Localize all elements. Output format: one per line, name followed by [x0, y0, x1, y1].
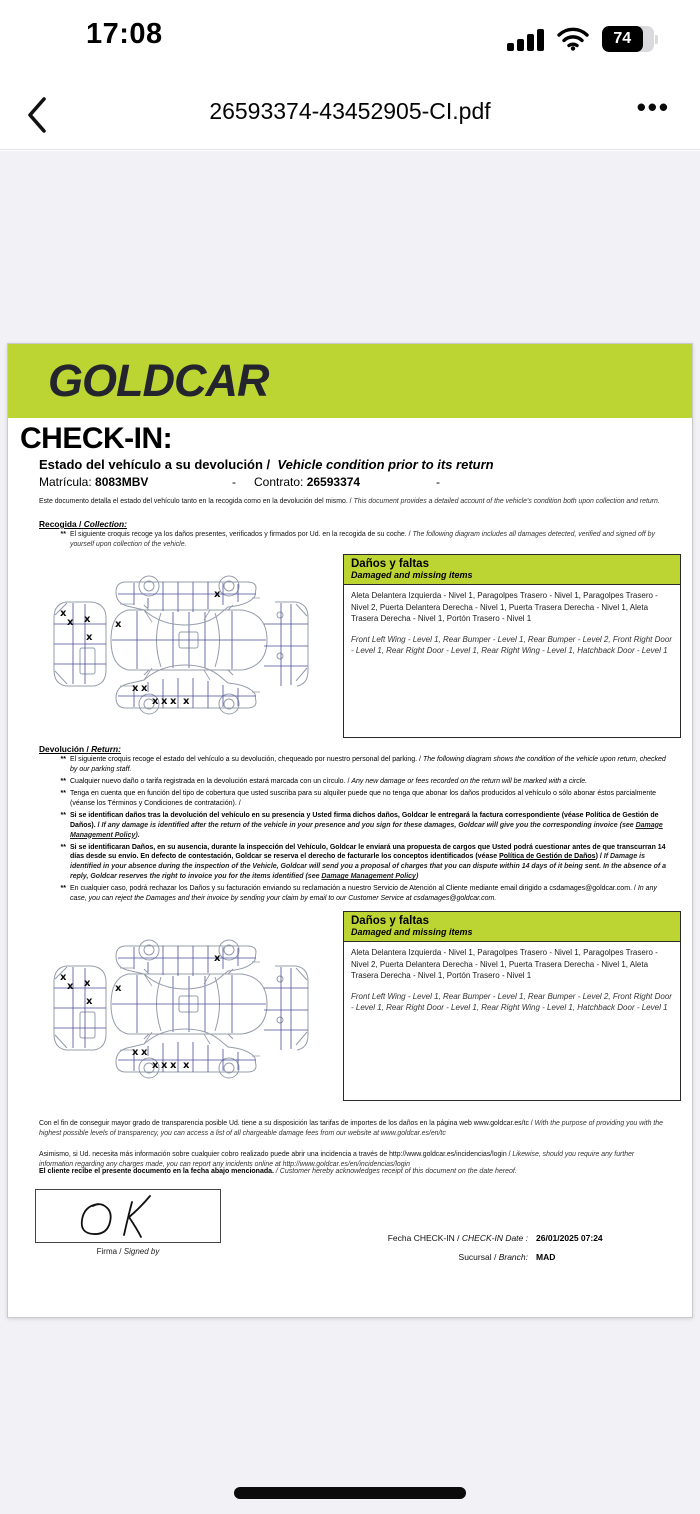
collection-heading: Recogida / Collection: [39, 519, 127, 529]
damage-items-en: Front Left Wing - Level 1, Rear Bumper - Level 1, Rear Bumper - Level 2, Front Right Door - Level 1, Rear Right Door - Level 1, Rear Right Wing - Level 1, Hatchback Door - Level 1 [351, 634, 672, 656]
return-bullet-2: ** Cualquier nuevo daño o tarifa registrada en la devolución estará marcada con un círculo. / Any new damage or fees recorded on the return will be marked with a circle. [60, 777, 588, 785]
signature-ok-handwriting [36, 1190, 219, 1241]
transparency-paragraph: Con el fin de conseguir mayor grado de transparencia posible Ud. tiene a su disposición las tarifas de importes de los daños en la página web www.goldcar.es/tc / With the purpose of providing you with the highest possible levels of transparency, you can access a list of all chargeable damage fees from our website at www.goldcar.es/en/tc [39, 1120, 663, 1138]
damage-box-title: Daños y faltas [351, 558, 429, 570]
return-bullet-6: ** En cualquier caso, podrá rechazar los Daños y su facturación enviando su reclamación a nuestro Servicio de Atención al Cliente mediante email dirigido a csdamages@goldcar.com. / In any case, you can reject the Damages and their invoice by sending your claim by email to our Customer Service at csdamages@goldcar.com. [60, 885, 657, 903]
signature-label: Firma / Signed by [96, 1247, 160, 1256]
damage-box-subtitle: Damaged and missing items [351, 570, 473, 580]
collection-bullet: ** El siguiente croquis recoge ya los daños presentes, verificados y firmados por Ud. en la recogida de su coche. / The following diagram includes all damages detected, verified and signed off by yourself upon collection of the vehicle. [60, 531, 655, 549]
battery-percent: 74 [613, 30, 632, 47]
pdf-page: GOLDCAR CHECK-IN: Estado del vehículo a su devolución / Vehicle condition prior to its return Matrícula: 8083MBV - Contrato: 26593374 - Este documento detalla el estado del vehículo tanto en la recogida como en la devolución del mismo. / This document provides a detailed account of the vehicle's condition both upon collection and return. Recogida / Collection: ** El siguiente croquis recoge ya los daños presentes, verificados y firmados por Ud. en la recogida de su coche. / The following diagram includes all damages detected, verified and signed off by yourself upon collection of the vehicle. Daños y faltas Damaged and missing items Aleta Delantera Izquierda - Nivel 1, Paragolpes Trasero - Nivel 1, Paragolpes Trasero - Nivel 2, Puerta Delantera Derecha - Nivel 1, Puerta Trasera Derecha - Nivel 1, Aleta Trasera Derecha - Nivel 1, Portón Trasero - Nivel 1 Front Left Wing - Level 1, Rear Bumper - Level 1, Rear Bumper - Level 2, Front Right Door - Level 1, Rear Right Door - Level 1, Rear Right Wing - Level 1, Hatchback Door - Level 1 Devolución / Return: ** El siguiente croquis recoge el estado del vehículo a su devolución, chequeado por nuestro personal del parking. / The following diagram shows the condition of the vehicle upon return, checked by our parking staff. ** Cualquier nuevo daño o tarifa registrada en la devolución estará marcada con un círculo. / Any new damage or fees recorded on the return will be marked with a circle. ** Tenga en cuenta que en función del tipo de cobertura que usted suscriba para su alquiler puede que no tenga que abonar los daños producidos al vehículo o sólo abonar éstos parcialmente (véanse los Términos y Condiciones de contratación). / ** Si se identifican daños tras la devolución del vehículo en su presencia y Usted firma dichos daños, Goldcar le entregará la factura correspondiente (véase Política de Gestión de Daños). / If any damage is identified after the return of the vehicle in your presence and you sign for these damages, Goldcar will give you the corresponding invoice (see Damage Management Policy). ** Si se identificaran Daños, en su ausencia, durante la inspección del Vehículo, Goldcar le enviará una propuesta de cargos que Usted podrá cuestionar antes de que transcurran 14 días desde su envío. En defecto de contestación, Goldcar se reserva el derecho de facturarle los conceptos identificados (véase Política de Gestión de Daños) / If Damage is identified in your absence during the inspection of the Vehicle, Goldcar will send you a proposal of charges that you can dispute within 14 days of it being sent. In the absence of a reply, Goldcar reserves the right to invoice you for the items identified (see Damage Management Policy) ** En cualquier caso, podrá rechazar los Daños y su facturación enviando su reclamación a nuestro Servicio de Atención al Cliente mediante email dirigido a csdamages@goldcar.com. / In any case, you can reject the Damages and their invoice by sending your claim by email to our Customer Service at csdamages@goldcar.com. Daños y faltas Damaged and missing items Aleta Delantera Izquierda - Nivel 1, Paragolpes Trasero - Nivel 1, Paragolpes Trasero - Nivel 2, Puerta Delantera Derecha - Nivel 1, Puerta Trasera Derecha - Nivel 1, Aleta Trasera Derecha - Nivel 1, Portón Trasero - Nivel 1 Front Left Wing - Level 1, Rear Bumper - Level 1, Rear Bumper - Level 2, Front Right Door - Level 1, Rear Right Door - Level 1, Rear Right Wing - Level 1, Hatchback Door - Level 1 Con el fin de conseguir mayor grado de transparencia posible Ud. tiene a su disposición las tarifas de importes de los daños en la página web www.goldcar.es/tc / With the purpose of providing you with the highest possible levels of transparency, you can access a list of all chargeable damage fees from our website at www.goldcar.es/en/tc Asimismo, si Ud. necesita más información sobre cualquier cobro realizado puede abrir una incidencia a través de http://www.goldcar.es/incidencias/login / Likewise, should you require any further information regarding any charges made, you can report any incidents online at http://www.goldcar.es/en/incidencias/login El cliente recibe el presente documento en la fecha abajo mencionada. / Customer hereby acknowledges receipt of this document on the date hereof. Firma / Signed by Fecha CHECK-IN / CHECK-IN Date : 26/01/2025 07:24 Sucursal / Branch: MAD [7, 343, 693, 1318]
incidents-paragraph: Asimismo, si Ud. necesita más información sobre cualquier cobro realizado puede abrir una incidencia a través de http://www.goldcar.es/incidencias/login / Likewise, should you require any further information regarding any charges made, you can report any incidents online at http://www.goldcar.es/en/incidencias/login [39, 1151, 635, 1169]
clock: 17:08 [86, 18, 163, 50]
status-bar [0, 0, 700, 80]
vehicle-damage-diagram-return [32, 916, 340, 1108]
battery-icon [602, 26, 660, 52]
acknowledgement-line: El cliente recibe el presente documento en la fecha abajo mencionada. / Customer hereby acknowledges receipt of this document on the date hereof. [39, 1168, 517, 1175]
return-heading: Devolución / Return: [39, 744, 121, 754]
nav-bar [0, 80, 700, 150]
damage-box-title: Daños y faltas [351, 915, 429, 927]
damage-items-es: Aleta Delantera Izquierda - Nivel 1, Paragolpes Trasero - Nivel 1, Paragolpes Trasero - Nivel 2, Puerta Delantera Derecha - Nivel 1, Puerta Trasera Derecha - Nivel 1, Aleta Trasera Derecha - Nivel 1, Portón Trasero - Nivel 1 [351, 948, 658, 981]
vehicle-damage-diagram-collection [32, 552, 340, 744]
contract-label: Contrato: [254, 475, 304, 489]
checkin-date-value: 26/01/2025 07:24 [536, 1233, 603, 1243]
return-bullet-list [54, 755, 668, 904]
cellular-signal-icon [507, 27, 544, 51]
damage-box-header [344, 912, 680, 942]
plate-value: 8083MBV [95, 475, 149, 489]
checkin-meta [388, 1233, 632, 1271]
brand-header-band [8, 344, 692, 418]
signature-box [35, 1189, 221, 1243]
checkin-date-row: Fecha CHECK-IN / CHECK-IN Date : 26/01/2025 07:24 [388, 1233, 632, 1243]
return-bullet-1: ** El siguiente croquis recoge el estado del vehículo a su devolución, chequeado por nuestro personal del parking. / The following diagram shows the condition of the vehicle upon return, checked by our parking staff. [60, 756, 666, 773]
goldcar-logo: GOLDCAR [48, 355, 269, 406]
checkin-heading: CHECK-IN: [20, 422, 173, 455]
document-subtitle: Estado del vehículo a su devolución / Vehicle condition prior to its return [39, 457, 494, 472]
return-bullet-3: ** Tenga en cuenta que en función del tipo de cobertura que usted suscriba para su alquiler puede que no tenga que abonar los daños producidos al vehículo o sólo abonar éstos parcialmente (véanse los Términos y Condiciones de contratación). / [60, 789, 657, 807]
return-bullet-5: ** Si se identificaran Daños, en su ausencia, durante la inspección del Vehículo, Goldcar le enviará una propuesta de cargos que Usted podrá cuestionar antes de que transcurran 14 días desde su envío. En defecto de contestación, Goldcar se reserva el derecho de facturarle los conceptos identificados (véase Política de Gestión de Daños) / If Damage is identified in your absence during the inspection of the Vehicle, Goldcar will send you a proposal of charges that you can dispute within 14 days of it being sent. In the absence of a reply, Goldcar reserves the right to invoice you for the items identified (see Damage Management Policy) [60, 843, 667, 881]
damage-box-return [343, 911, 681, 1101]
damage-box-collection [343, 554, 681, 738]
damage-items-en: Front Left Wing - Level 1, Rear Bumper - Level 1, Rear Bumper - Level 2, Front Right Door - Level 1, Rear Right Door - Level 1, Rear Right Wing - Level 1, Hatchback Door - Level 1 [351, 991, 672, 1013]
plate-label: Matrícula: [39, 475, 92, 489]
branch-row: Sucursal / Branch: MAD [388, 1252, 632, 1262]
home-indicator[interactable] [234, 1487, 466, 1499]
damage-box-subtitle: Damaged and missing items [351, 927, 473, 937]
pdf-viewer-scroll-area[interactable] [0, 151, 700, 1514]
return-bullet-4: ** Si se identifican daños tras la devolución del vehículo en su presencia y Usted firma dichos daños, Goldcar le entregará la factura correspondiente (véase Política de Gestión de Daños). / If any damage is identified after the return of the vehicle in your presence and you sign for these damages, Goldcar will give you the corresponding invoice (see Damage Management Policy). [60, 811, 663, 839]
branch-value: MAD [536, 1252, 556, 1262]
contract-value: 26593374 [306, 475, 361, 489]
wifi-icon [557, 27, 589, 51]
damage-box-header [344, 555, 680, 585]
intro-paragraph: Este documento detalla el estado del vehículo tanto en la recogida como en la devolución del mismo. / This document provides a detailed account of the vehicle's condition both upon collection and return. [39, 498, 660, 505]
more-options-button[interactable]: ••• [636, 92, 670, 122]
damage-items-es: Aleta Delantera Izquierda - Nivel 1, Paragolpes Trasero - Nivel 1, Paragolpes Trasero - Nivel 2, Puerta Delantera Derecha - Nivel 1, Puerta Trasera Derecha - Nivel 1, Aleta Trasera Derecha - Nivel 1, Portón Trasero - Nivel 1 [351, 591, 658, 624]
document-title: 26593374-43452905-CI.pdf [209, 98, 491, 124]
